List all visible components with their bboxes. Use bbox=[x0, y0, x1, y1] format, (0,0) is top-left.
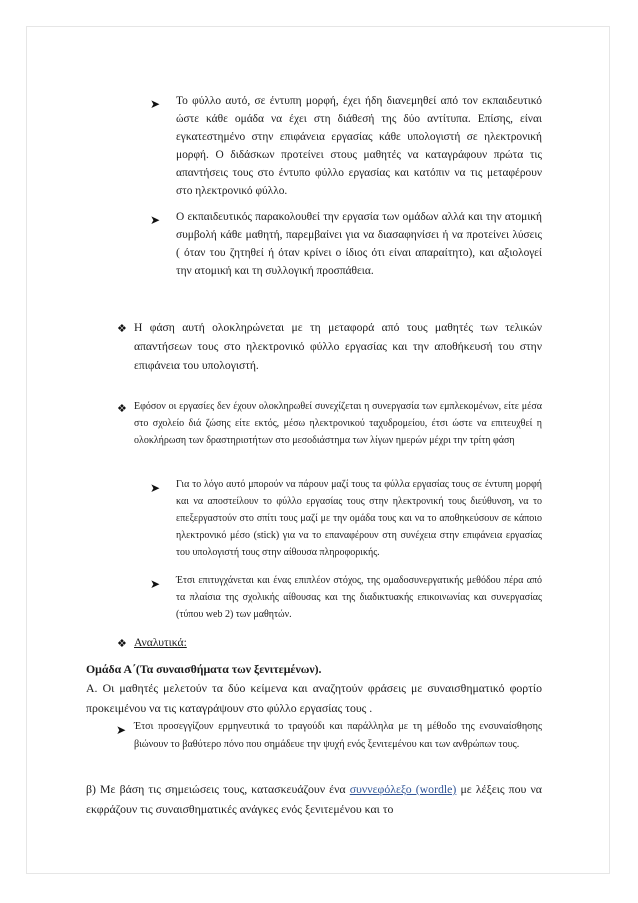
paragraph-text: με λέξεις που να εκφράζουν τις συναισθηματικές ανάγκες ενός ξενιτεμένου και το bbox=[86, 782, 542, 816]
arrow-bullet-icon: ➤ bbox=[150, 577, 161, 591]
section-heading: Αναλυτικά: bbox=[134, 636, 187, 649]
diamond-paragraph: Η φάση αυτή ολοκληρώνεται με τη μεταφορά από τους μαθητές των τελικών απαντήσεων τους στο ηλεκτρονικό φύλλο εργασίας και την αποθήκευσή του στην επιφάνεια του υπολογιστή. bbox=[134, 321, 542, 372]
group-paragraph: Α. Οι μαθητές μελετούν τα δύο κείμενα και αναζητούν φράσεις με συναισθηματικό φορτίο προκειμένου να τις καταγράψουν στο φύλλο εργασίας τους . bbox=[86, 681, 542, 715]
bullet-paragraph: Έτσι προσεγγίζουν ερμηνευτικά το τραγούδι και παράλληλα με τη μέθοδο της ενσυναίσθησης βιώνουν το βαθύτερο πόνο που σημάδευε την ψυχή ενός ξενιτεμένου και των ανθρώπων τους. bbox=[134, 721, 542, 750]
diamond-bullet-icon: ❖ bbox=[117, 638, 127, 650]
bullet-paragraph: Για το λόγο αυτό μπορούν να πάρουν μαζί τους τα φύλλα εργασίας τους σε έντυπη μορφή και να αποστείλουν το φύλλο εργασίας τους στην ηλεκτρονική τους διεύθυνση, να το επεξεργαστούν στο σπίτι τους μαζί με την ομάδα τους και να το αποθηκεύσουν σε κάποιο ηλεκτρονικό μέσο (stick) για να το επαναφέρουν στη συνέχεια στην επιφάνεια εργασίας του υπολογιστή τους στην αίθουσα πληροφορικής. bbox=[176, 479, 542, 558]
bullet-paragraph: Ο εκπαιδευτικός παρακολουθεί την εργασία των ομάδων αλλά και την ατομική συμβολή κάθε μαθητή, παρεμβαίνει για να διασαφηνίσει ή να προτείνει λύσεις ( όταν του ζητηθεί ή όταν κρίνει ο ίδιος ότι είναι απαραίτητο), και αξιολογεί την ατομική και τη συλλογική προσπάθεια. bbox=[176, 211, 542, 277]
bullet-paragraph: Έτσι επιτυγχάνεται και ένας επιπλέον στόχος, της ομαδοσυνεργατικής μεθόδου πέρα από τα πλαίσια της σχολικής αίθουσας και της διαδικτυακής επικοινωνίας και συνεργασίας (τύπου web 2) των μαθητών. bbox=[176, 575, 542, 620]
wordle-link[interactable]: συννεφόλεξο (wordle) bbox=[349, 782, 457, 796]
group-heading: Ομάδα Α΄(Τα συναισθήματα των ξενιτεμένων). bbox=[86, 662, 322, 676]
diamond-paragraph: Εφόσον οι εργασίες δεν έχουν ολοκληρωθεί συνεχίζεται η συνεργασία των εμπλεκομένων, είτε μέσα στο σχολείο διά ζώσης είτε εκτός, μέσω ηλεκτρονικού ταχυδρομείου, έτσι ώστε να επιτευχθεί η ολοκλήρωση των δραστηριοτήτων στο μεσοδιάστημα των λίγων ημερών μέχρι την τρίτη φάση bbox=[134, 401, 542, 446]
diamond-bullet-icon: ❖ bbox=[117, 403, 127, 415]
arrow-bullet-icon: ➤ bbox=[150, 213, 161, 227]
arrow-bullet-icon: ➤ bbox=[116, 723, 127, 737]
group-paragraph-b bbox=[86, 780, 542, 819]
paragraph-text: β) Με βάση τις σημειώσεις τους, κατασκευάζουν ένα bbox=[86, 782, 350, 796]
arrow-bullet-icon: ➤ bbox=[150, 97, 161, 111]
diamond-bullet-icon: ❖ bbox=[117, 323, 127, 335]
arrow-bullet-icon: ➤ bbox=[150, 481, 161, 495]
bullet-paragraph: Το φύλλο αυτό, σε έντυπη μορφή, έχει ήδη διανεμηθεί από τον εκπαιδευτικό ώστε κάθε ομάδα να έχει στη διάθεσή της δύο αντίτυπα. Επίσης, είναι εγκατεστημένο στην επιφάνεια εργασίας κάθε υπολογιστή σε ηλεκτρονική μορφή. Ο διδάσκων προτείνει στους μαθητές να καταγράφουν πρώτα τις απαντήσεις τους στο έντυπο φύλλο εργασίας και κατόπιν να τις μεταφέρουν στο ηλεκτρονικό φύλλο. bbox=[176, 95, 542, 197]
